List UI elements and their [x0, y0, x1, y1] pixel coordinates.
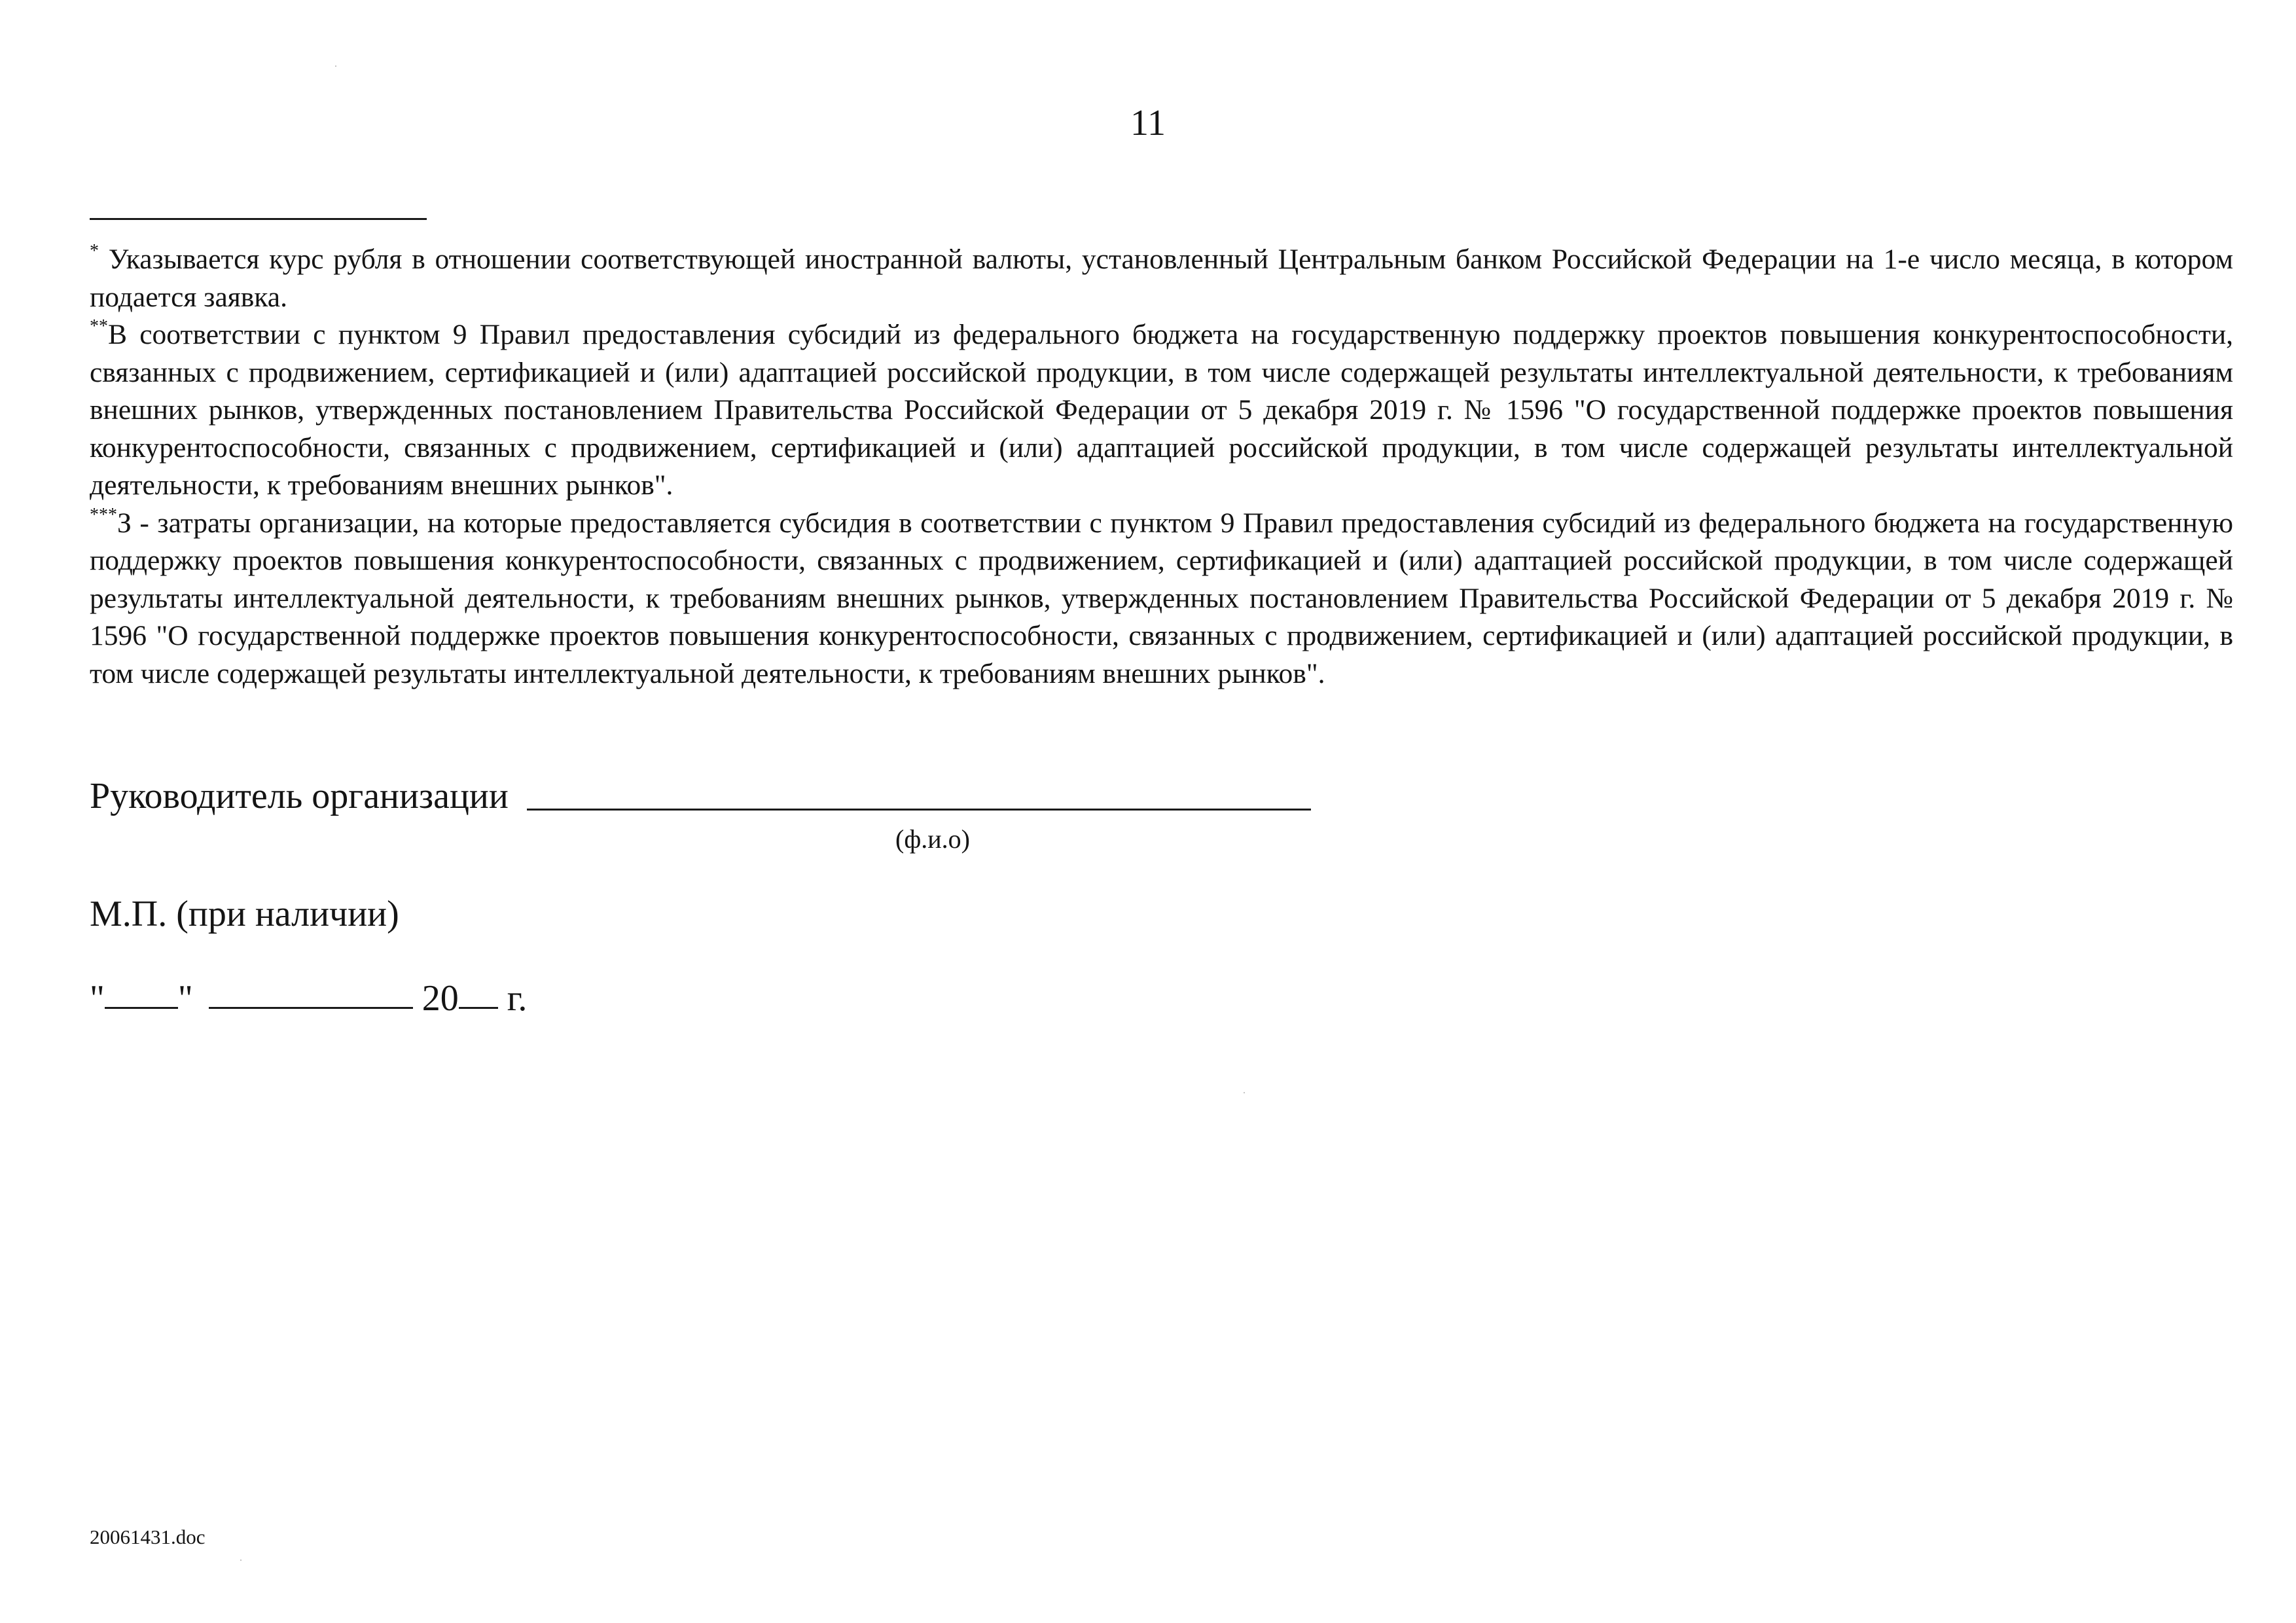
signature-line — [527, 809, 1311, 811]
date-line — [90, 980, 527, 1017]
signature-block — [90, 778, 1311, 814]
date-quote-close: " — [177, 978, 193, 1019]
scan-speck — [335, 65, 336, 67]
footnote-3 — [90, 505, 2233, 693]
footnote-marker: ** — [90, 316, 108, 337]
document-id: 20061431.doc — [90, 1525, 206, 1548]
date-quote-open: " — [90, 978, 105, 1019]
footnote-2 — [90, 316, 2233, 505]
stamp-label: М.П. (при наличии) — [90, 894, 399, 934]
signature-label: Руководитель организации — [90, 776, 509, 816]
page-number: 11 — [1130, 103, 1166, 143]
footnote-text: З - затраты организации, на которые предоставляется субсидия в соответствии с пунктом 9 Правил предоставления субсидий из федерального бюджета на государственную поддержку проектов повышения конкурентоспособности, связанных с продвижением, сертификацией и (или) адаптацией российской продукции, в том числе содержащей результаты интеллектуальной деятельности, к требованиям внешних рынков, утвержденных постановлением Правительства Российской Федерации от 5 декабря 2019 г. № 1596 "О государственной поддержке проектов повышения конкурентоспособности, связанных с продвижением, сертификацией и (или) адаптацией российской продукции, в том числе содержащей результаты интеллектуальной деятельности, к требованиям внешних рынков". — [90, 507, 2233, 689]
year-suffix: г. — [507, 978, 528, 1019]
signature-row — [90, 778, 1311, 814]
month-blank — [209, 1007, 413, 1009]
footnote-text: В соответствии с пунктом 9 Правил предоставления субсидий из федерального бюджета на государственную поддержку проектов повышения конкурентоспособности, связанных с продвижением, сертификацией и (или) адаптацией российской продукции, в том числе содержащей результаты интеллектуальной деятельности, к требованиям внешних рынков, утвержденных постановлением Правительства Российской Федерации от 5 декабря 2019 г. № 1596 "О государственной поддержке проектов повышения конкурентоспособности, связанных с продвижением, сертификацией и (или) адаптацией российской продукции, в том числе содержащей результаты интеллектуальной деятельности, к требованиям внешних рынков". — [90, 319, 2233, 501]
scan-speck — [1244, 1092, 1245, 1093]
scan-speck — [240, 1559, 242, 1561]
footnote-separator — [90, 218, 427, 220]
footnotes — [90, 241, 2233, 693]
footnote-text: Указывается курс рубля в отношении соответствующей иностранной валюты, установленный Центральным банком Российской Федерации на 1-е число месяца, в котором подается заявка. — [90, 244, 2234, 313]
year-prefix: 20 — [422, 978, 459, 1019]
year-blank — [459, 1007, 498, 1009]
fio-caption: (ф.и.о) — [895, 824, 970, 854]
footnote-1 — [90, 241, 2233, 316]
footnote-marker: * — [90, 240, 99, 261]
footnote-marker: *** — [90, 504, 117, 525]
day-blank — [105, 1007, 178, 1009]
